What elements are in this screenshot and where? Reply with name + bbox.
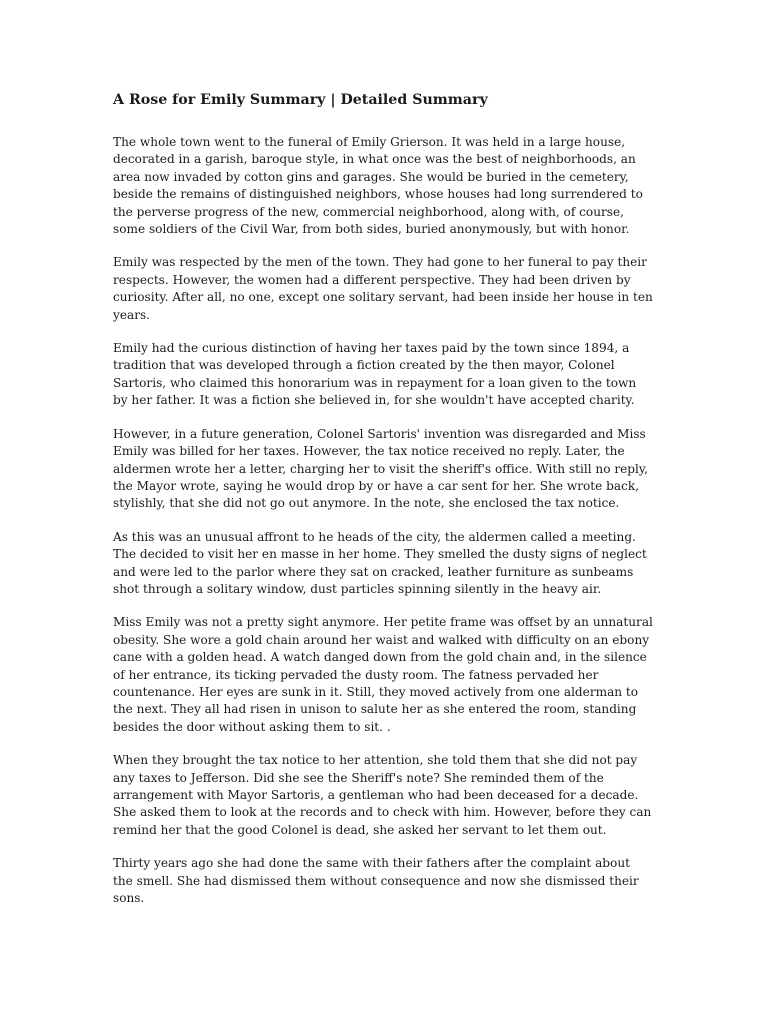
paragraph-6: Miss Emily was not a pretty sight anymore. Her petite frame was offset by an unnatural obesity. She wore a gold chain around her waist and walked with difficulty on an ebony cane with a golden head. A watch danged down from the gold chain and, in the silence of her entrance, its ticking pervaded the dusty room. The fatness pervaded her countenance. Her eyes are sunk in it. Still, they moved actively from one alderman to the next. They all had risen in unison to salute her as she entered the room, standing besides the door without asking them to sit. .	[113, 615, 653, 734]
paragraph-8: Thirty years ago she had done the same with their fathers after the complaint about the smell. She had dismissed them without consequence and now she dismissed their sons.	[113, 856, 639, 906]
document-page	[113, 88, 653, 923]
paragraph-3: Emily had the curious distinction of having her taxes paid by the town since 1894, a tradition that was developed through a fiction created by the then mayor, Colonel Sartoris, who claimed this honorarium was in repayment for a loan given to the town by her father. It was a fiction she believed in, for she wouldn't have accepted charity.	[113, 341, 637, 408]
paragraph-2: Emily was respected by the men of the town. They had gone to her funeral to pay their respects. However, the women had a different perspective. They had been driven by curiosity. After all, no one, except one solitary servant, had been inside her house in ten years.	[113, 255, 653, 322]
paragraph-4: However, in a future generation, Colonel Sartoris' invention was disregarded and Miss Emily was billed for her taxes. However, the tax notice received no reply. Later, the aldermen wrote her a letter, charging her to visit the sheriff's office. With still no reply, the Mayor wrote, saying he would drop by or have a car sent for her. She wrote back, stylishly, that she did not go out anymore. In the note, she enclosed the tax notice.	[113, 426, 648, 511]
paragraph-1: The whole town went to the funeral of Emily Grierson. It was held in a large house, decorated in a garish, baroque style, in what once was the best of neighborhoods, an area now invaded by cotton gins and garages. She would be buried in the cemetery, beside the remains of distinguished neighbors, whose houses had long surrendered to the perverse progress of the new, commercial neighborhood, along with, of course, some soldiers of the Civil War, from both sides, buried anonymously, but with honor.	[113, 135, 643, 237]
paragraph-7: When they brought the tax notice to her attention, she told them that she did not pay any taxes to Jefferson. Did she see the Sheriff's note? She reminded them of the arrangement with Mayor Sartoris, a gentleman who had been deceased for a decade. She asked them to look at the records and to check with him. However, before they can remind her that the good Colonel is dead, she asked her servant to let them out.	[113, 753, 652, 837]
document-title: A Rose for Emily Summary | Detailed Summary	[113, 92, 488, 108]
paragraph-5: As this was an unusual affront to he heads of the city, the aldermen called a meeting. The decided to visit her en masse in her home. They smelled the dusty signs of neglect and were led to the parlor where they sat on cracked, leather furniture as sunbeams shot through a solitary window, dust particles spinning silently in the heavy air.	[113, 529, 647, 596]
